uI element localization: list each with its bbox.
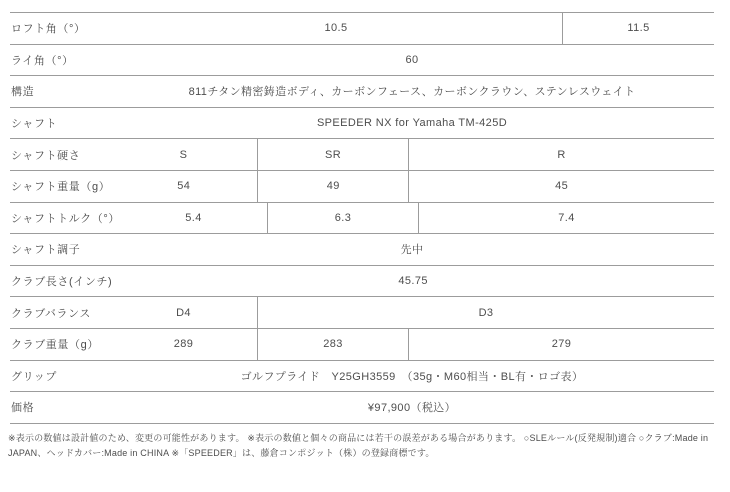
spec-value-club-weight-3: 279 [408,329,714,360]
spec-value-torque-1: 5.4 [185,211,202,224]
spec-table [10,12,714,424]
spec-label-grip: グリップ [11,370,57,383]
spec-value-length: 45.75 [398,275,428,288]
spec-value-price: ¥97,900（税込） [367,402,457,415]
spec-label-kickpoint: シャフト調子 [11,244,81,257]
spec-value-club-weight-1: 289 [173,338,194,351]
spec-value-flex-sr: SR [257,139,408,170]
spec-value-construction: 811チタン精密鋳造ボディ、カーボンフェース、カーボンクラウン、ステンレスウェイト [188,86,636,99]
footnotes-text: ※表示の数値は設計値のため、変更の可能性があります。 ※表示の数値と個々の商品には若干の誤差がある場合があります。 ○SLEルール(反発規制)適合 ○クラブ:Made in JAPAN、ヘッドカバー:Made in CHINA ※「SPEEDER」は、藤倉コンポジット（株）の登録商標です。 [8,432,709,458]
spec-row-grip [10,360,714,392]
spec-row-construction [10,75,714,107]
spec-value-kickpoint: 先中 [400,244,424,257]
spec-label-balance: クラブバランス [11,307,91,320]
spec-value-torque-2: 6.3 [267,203,418,234]
spec-value-shaft: SPEEDER NX for Yamaha TM-425D [316,117,508,130]
spec-value-club-weight-2: 283 [257,329,408,360]
spec-value-shaft-weight-1: 54 [177,180,191,193]
spec-label-flex: シャフト硬さ [11,149,81,162]
spec-label-shaft: シャフト [11,118,58,131]
spec-row-loft [10,12,714,44]
spec-label-shaft-weight: シャフト重量（g） [11,181,111,194]
spec-value-grip: ゴルフプライド Y25GH3559 （35g・M60相当・BL有・ロゴ表） [240,370,584,383]
spec-value-lie: 60 [405,53,419,66]
spec-label-price: 価格 [11,402,35,415]
spec-row-flex [10,138,714,170]
spec-row-shaft [10,107,714,139]
spec-value-shaft-weight-2: 49 [257,171,408,202]
spec-value-loft-1: 10.5 [324,22,348,35]
spec-label-length: クラブ長さ(インチ) [11,276,113,289]
spec-row-lie [10,44,714,76]
spec-label-construction: 構造 [11,86,35,99]
spec-value-flex-r: R [408,139,714,170]
spec-row-torque [10,202,714,234]
spec-label-lie: ライ角（°） [11,54,74,67]
spec-row-length [10,265,714,297]
spec-value-shaft-weight-3: 45 [408,171,714,202]
spec-row-balance [10,296,714,328]
spec-label-torque: シャフトトルク（°） [11,212,120,225]
spec-row-club-weight [10,328,714,360]
spec-row-price [10,391,714,423]
spec-row-kickpoint [10,233,714,265]
spec-value-loft-2: 11.5 [562,13,714,44]
spec-value-flex-s: S [179,148,188,161]
spec-value-balance-1: D4 [176,306,191,319]
spec-row-shaft-weight [10,170,714,202]
spec-value-torque-3: 7.4 [418,203,714,234]
spec-value-balance-2: D3 [257,297,714,328]
spec-label-club-weight: クラブ重量（g） [11,339,99,352]
spec-label-loft: ロフト角（°） [11,23,86,36]
